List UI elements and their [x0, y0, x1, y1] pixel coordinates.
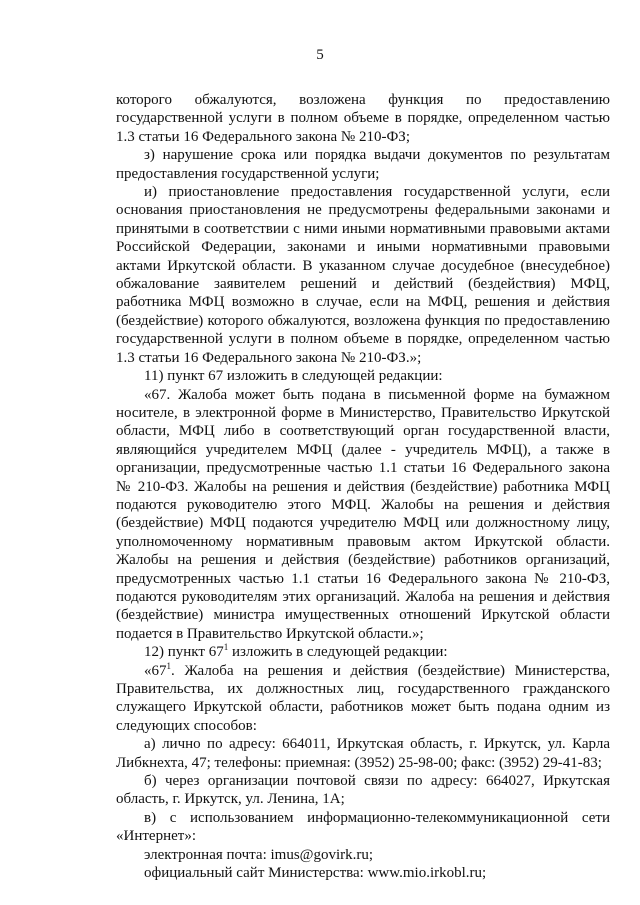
- text-fragment: 12) пункт 67: [144, 644, 224, 661]
- paragraph-item-z: з) нарушение срока или порядка выдачи документов по результатам предоставления государственной услуги;: [116, 147, 610, 182]
- page-number: 5: [316, 47, 324, 63]
- document-body: [116, 91, 610, 882]
- text-fragment: «67: [144, 662, 167, 679]
- paragraph-item-a: а) лично по адресу: 664011, Иркутская область, г. Иркутск, ул. Карла Либкнехта, 47; телефоны: приемная: (3952) 25-98-00; факс: (3952) 29-41-83;: [116, 736, 610, 771]
- paragraph-item-b: б) через организации почтовой связи по адресу: 664027, Иркутская область, г. Иркутск, ул. Ленина, 1А;: [116, 773, 610, 808]
- text-fragment: . Жалоба на решения и действия (бездействие) Министерства, Правительства, их должностных лиц, государственного гражданского служащего Иркутской области, работников может быть подана одним из следующих способов:: [116, 662, 610, 734]
- paragraph-point-11: 11) пункт 67 изложить в следующей редакции:: [144, 368, 443, 385]
- paragraph-item-i: и) приостановление предоставления государственной услуги, если основания приостановления не предусмотрены федеральными законами и принятыми в соответствии с ними иными нормативными правовыми актами Российской Федерации, законами и иными нормативными правовыми актами Иркутской области. В указанном случае досудебное (внесудебное) обжалование заявителем решений и действий (бездействия) МФЦ, работника МФЦ возможно в случае, если на МФЦ, решения и действия (бездействие) которого обжалуются, возложена функция по предоставлению государственной услуги в полном объеме в порядке, определенном частью 1.3 статьи 16 Федерального закона № 210-ФЗ.»;: [116, 184, 610, 366]
- paragraph-clause-67: «67. Жалоба может быть подана в письменной форме на бумажном носителе, в электронной форме в Министерство, Правительство Иркутской области, МФЦ либо в соответствующий орган государственной власти, являющийся учредителем МФЦ (далее - учредитель МФЦ), а также в организации, предусмотренные частью 1.1 статьи 16 Федерального закона № 210-ФЗ. Жалобы на решения и действия (бездействие) работника МФЦ подаются руководителю этого МФЦ. Жалобы на решения и действия (бездействие) МФЦ подаются учредителю МФЦ или должностному лицу, уполномоченному нормативным правовым актом Иркутской области. Жалобы на решения и действия (бездействие) работников организаций, предусмотренных частью 1.1 статьи 16 Федерального закона № 210-ФЗ, подаются руководителям этих организаций. Жалоба на решения и действия (бездействие) министра имущественных отношений Иркутской области подается в Правительство Иркутской области.»;: [116, 386, 610, 642]
- paragraph-point-12: [116, 643, 610, 661]
- paragraph-website: официальный сайт Министерства: www.mio.irkobl.ru;: [144, 865, 487, 882]
- paragraph-continuation: которого обжалуются, возложена функция по предоставлению государственной услуги в полном объеме в порядке, определенном частью 1.3 статьи 16 Федерального закона № 210-ФЗ;: [116, 92, 610, 145]
- paragraph-email: электронная почта: imus@govirk.ru;: [144, 846, 374, 863]
- superscript: 1: [223, 642, 229, 653]
- superscript: 1: [166, 660, 171, 671]
- paragraph-clause-67-1: [116, 662, 610, 736]
- text-fragment: изложить в следующей редакции:: [228, 644, 448, 661]
- paragraph-item-v: в) с использованием информационно-телекоммуникационной сети «Интернет»:: [116, 809, 610, 845]
